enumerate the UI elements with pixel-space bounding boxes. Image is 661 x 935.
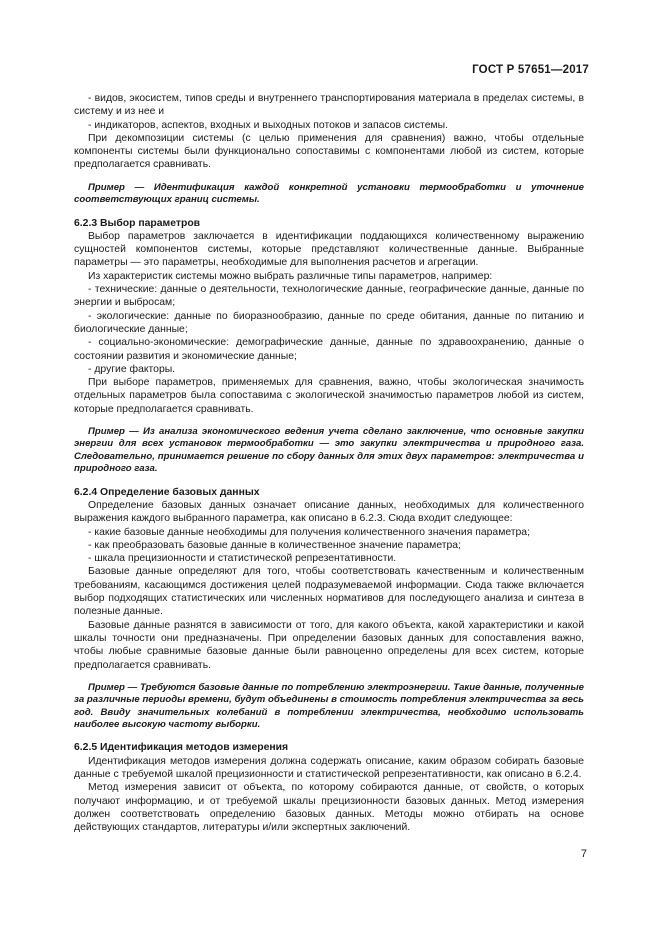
list-item: - шкала прецизионности и статистической репрезентативности.: [88, 553, 397, 565]
example-note: Пример — Требуются базовые данные по потреблению электроэнергии. Такие данные, полученные за различные периоды времени, будут объединены в стоимость потребления электричества за весь год. Ввиду значительных колебаний в потреблении электричества, необходимо использовать наиболее высокую частоту выборки.: [74, 681, 584, 731]
page-number: 7: [580, 848, 587, 860]
list-item: - видов, экосистем, типов среды и внутреннего транспортирования материала в пределах системы, в систему и из нее и: [74, 93, 584, 118]
example-note: Пример — Идентификация каждой конкретной установки термообработки и уточнение соответствующих границ системы.: [74, 181, 584, 206]
paragraph: Идентификация методов измерения должна содержать описание, каким образом собирать базовые данные с требуемой шкалой прецизионности и статистической репрезентативности, как описано в 6.2.4.: [74, 755, 584, 781]
list-item: - технические: данные о деятельности, технологические данные, географические данные, данные по энергии и выбросам;: [74, 284, 584, 309]
standard-header: ГОСТ Р 57651—2017: [472, 64, 589, 76]
section-heading-6-2-4: 6.2.4 Определение базовых данных: [74, 486, 260, 498]
paragraph: Из характеристик системы можно выбрать различные типы параметров, например:: [88, 270, 493, 282]
paragraph: При декомпозиции системы (с целью применения для сравнения) важно, чтобы отдельные компоненты системы были функционально сопоставимы с компонентами любой из систем, которые предполагается сравнивать.: [74, 132, 584, 171]
paragraph: Базовые данные определяют для того, чтобы соответствовать качественным и количественным требованиям, касающимся достижения целей подразумеваемой информации. Сюда также включается выбор подходящих статистических или численных нормативов для последующего анализа и синтеза в полезные данные.: [74, 566, 584, 618]
section-heading-6-2-5: 6.2.5 Идентификация методов измерения: [74, 742, 289, 754]
list-item: - социально-экономические: демографические данные, данные по здравоохранению, данные о состоянии развития и экономические данные;: [74, 337, 584, 362]
list-item: - индикаторов, аспектов, входных и выходных потоков и запасов системы.: [88, 119, 448, 131]
list-item: - как преобразовать базовые данные в количественное значение параметра;: [88, 539, 461, 551]
list-item: - экологические: данные по биоразнообразию, данные по среде обитания, данные по питанию и биологические данные;: [74, 310, 584, 335]
paragraph: Определение базовых данных означает описание данных, необходимых для количественного выражения каждого выбранного параметра, как описано в 6.2.3. Сюда входит следующее:: [74, 499, 584, 525]
paragraph: Выбор параметров заключается в идентификации поддающихся количественному выражению сущностей компонентов системы, которые представляют количественные данные. Выбранные параметры — это параметры, необходимые для выполнения расчетов и агрегации.: [74, 230, 584, 269]
paragraph: Базовые данные разнятся в зависимости от того, для какого объекта, какой характеристики и какой шкалы точности они предназначены. При определении базовых данных для сопоставления важно, чтобы любые сравнимые базовые данные были равноценно определены для всех систем, которые предполагается сравнивать.: [74, 619, 584, 671]
list-item: - другие факторы.: [88, 363, 176, 375]
paragraph: Метод измерения зависит от объекта, по которому собираются данные, от свойств, о которых получают информацию, и от требуемой шкалы прецизионности базовых данных. Метод измерения должен соответствовать определению базовых данных. Методы можно отбирать на основе действующих стандартов, литературы и/или экспертных заключений.: [74, 782, 584, 834]
example-note: Пример — Из анализа экономического ведения учета сделано заключение, что основные закупки энергии для всех установок термообработки — это закупки электричества и природного газа. Следовательно, принимается решение по сбору данных для этих двух параметров: электричества и природного газа.: [74, 426, 584, 475]
section-heading-6-2-3: 6.2.3 Выбор параметров: [74, 217, 201, 229]
list-item: - какие базовые данные необходимы для получения количественного значения параметра;: [88, 526, 530, 538]
paragraph: При выборе параметров, применяемых для сравнения, важно, чтобы экологическая значимость отдельных параметров была сопоставима с экологической значимостью параметров любой из систем, которые предполагается сравнивать.: [74, 377, 584, 415]
page-body: [74, 92, 584, 835]
